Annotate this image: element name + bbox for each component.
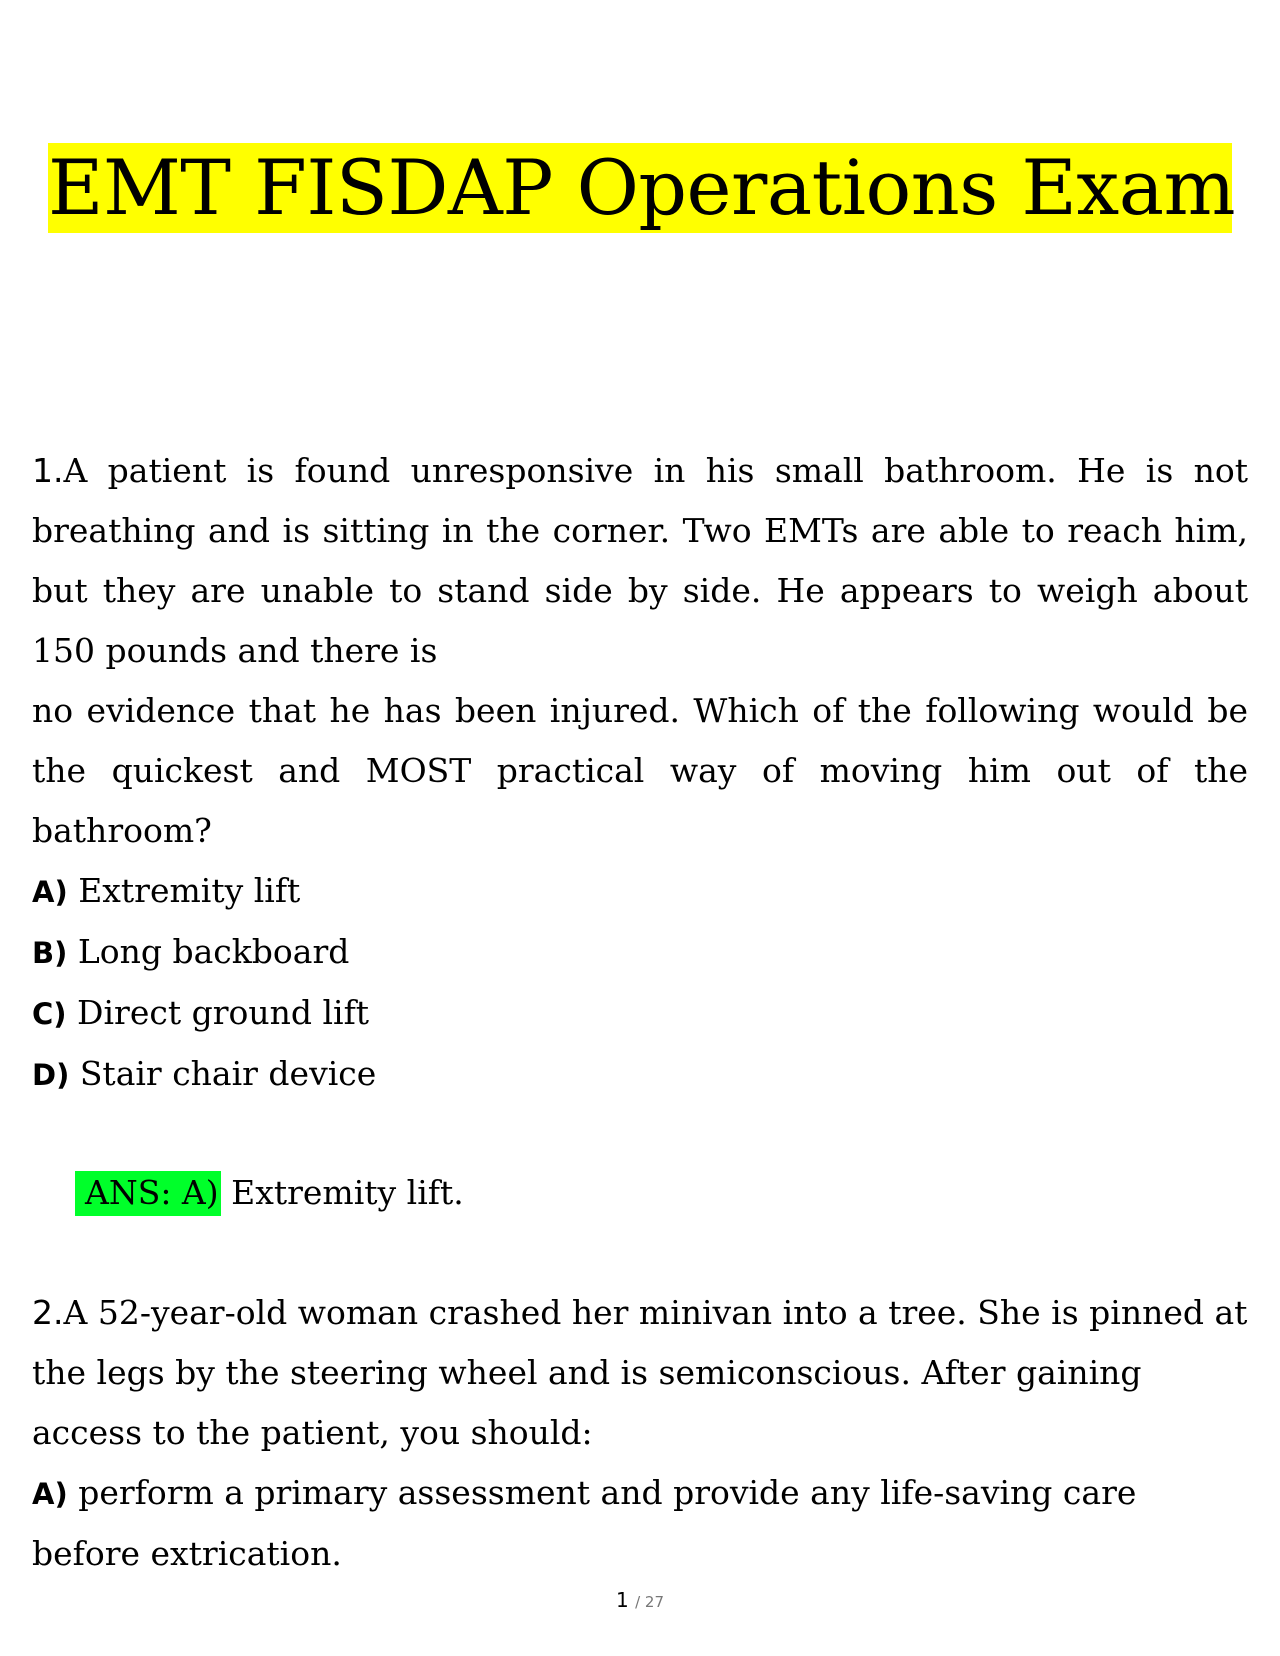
option-text: Extremity lift: [78, 871, 301, 910]
question-2-number: 2.: [32, 1293, 64, 1332]
question-2-stem-text: A 52-year-old woman crashed her minivan into a tree. She is pinned at the legs by the steering wheel and is semiconscious. After gaining access to the patient, you should:: [32, 1293, 1248, 1452]
answer-text: Extremity lift.: [231, 1173, 464, 1212]
question-1: [32, 441, 1248, 1105]
answer-tag: ANS: A): [75, 1171, 221, 1216]
question-1-number: 1.: [32, 451, 64, 490]
document-title: EMT FISDAP Operations Exam: [48, 143, 1236, 232]
question-1-answer: [75, 1163, 464, 1223]
question-1-stem-part-2: no evidence that he has been injured. Which of the following would be the quickest and MOST practical way of moving him out of the bathroom?: [32, 691, 1248, 850]
option-letter: A): [32, 875, 68, 909]
question-1-option-c: [32, 983, 1248, 1044]
option-text: Stair chair device: [79, 1054, 377, 1093]
question-2: [32, 1283, 1248, 1584]
option-text: Long backboard: [77, 932, 350, 971]
question-1-option-b: [32, 922, 1248, 983]
page-total: / 27: [635, 1593, 664, 1611]
question-2-stem: [32, 1283, 1248, 1463]
page-current: 1: [615, 1588, 629, 1612]
question-1-stem: [32, 441, 1248, 681]
option-text: perform a primary assessment and provide any life-saving care before extrication.: [32, 1473, 1137, 1573]
question-1-stem-continued: [32, 681, 1248, 861]
question-1-option-d: [32, 1044, 1248, 1105]
option-letter: C): [32, 997, 67, 1031]
option-text: Direct ground lift: [77, 993, 370, 1032]
option-letter: B): [32, 936, 68, 970]
page-indicator: [0, 1588, 1280, 1612]
question-1-stem-part-1: A patient is found unresponsive in his small bathroom. He is not breathing and is sitting in the corner. Two EMTs are able to reach him, but they are unable to stand side by side. He appears to weigh about 150 pounds and there is: [32, 451, 1248, 670]
question-2-option-a: [32, 1463, 1248, 1584]
option-letter: D): [32, 1058, 70, 1092]
question-1-option-a: [32, 861, 1248, 922]
option-letter: A): [32, 1477, 68, 1511]
